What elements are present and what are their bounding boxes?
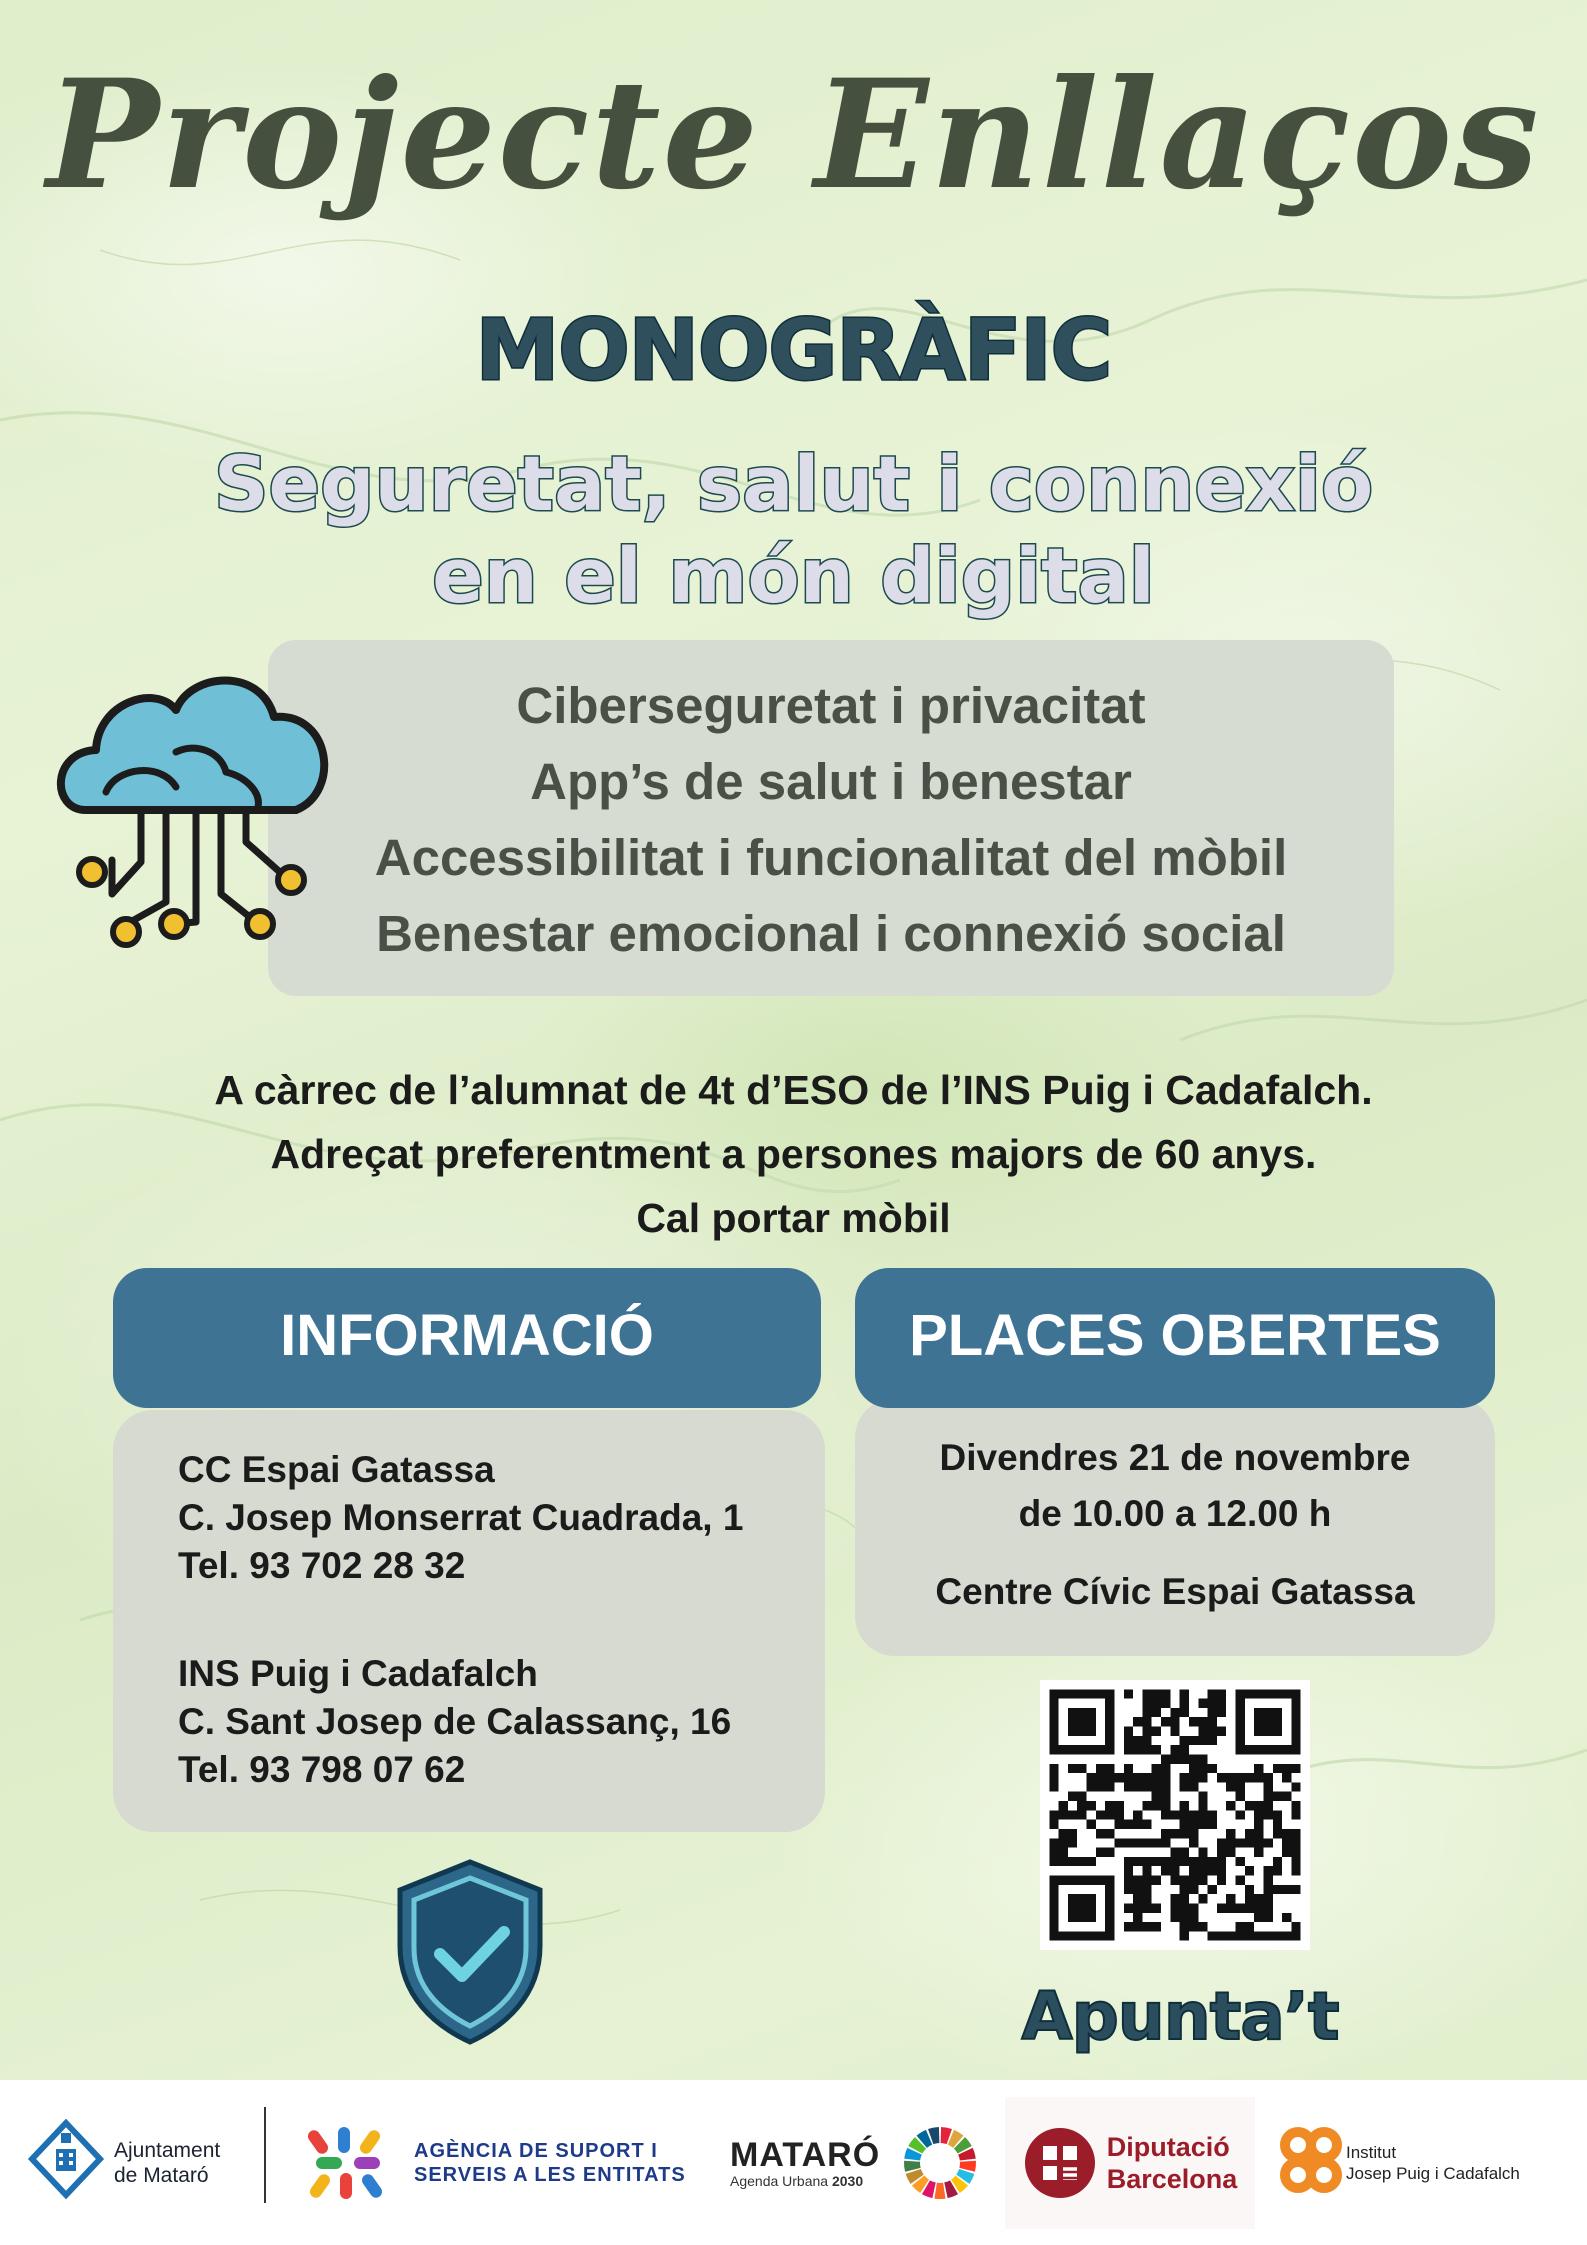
theme-line-2: en el món digital [432, 531, 1155, 620]
institut-flower-icon [1276, 2123, 1346, 2203]
topic-item: Benestar emocional i connexió social [376, 905, 1286, 962]
qr-code[interactable] [1040, 1680, 1310, 1950]
institut-line-1: Institut [1346, 2142, 1397, 2162]
page-title: Projecte Enllaços [46, 47, 1541, 223]
logo-divider [264, 2107, 266, 2203]
agencia-line-1: AGÈNCIA DE SUPORT I [414, 2139, 658, 2162]
location-phone: Tel. 93 702 28 32 [178, 1545, 466, 1586]
location-card [178, 1650, 731, 1794]
signup-label[interactable]: Apunta’t [1021, 1978, 1339, 2055]
mataro-year: 2030 [831, 2172, 864, 2189]
agencia-line-2: SERVEIS A LES ENTITATS [414, 2163, 686, 2186]
sdg-wheel-icon [902, 2125, 978, 2201]
location-name: INS Puig i Cadafalch [178, 1653, 538, 1694]
topics-list [268, 640, 1394, 972]
shield-check-icon [390, 1856, 550, 2046]
cloud-circuit-icon [46, 632, 346, 962]
event-time: de 10.00 a 12.00 h [1018, 1493, 1332, 1534]
note-line: Cal portar mòbil [636, 1195, 951, 1241]
location-phone: Tel. 93 798 07 62 [178, 1749, 466, 1790]
diputacio-line-2: Barcelona [1106, 2163, 1238, 2194]
location-card [178, 1446, 743, 1590]
sdg-segment [935, 2182, 946, 2198]
agencia-suport-icon [308, 2123, 388, 2203]
topic-item: Ciberseguretat i privacitat [516, 677, 1146, 734]
diputacio-seal-icon [1023, 2126, 1097, 2200]
note-line: A càrrec de l’alumnat de 4t d’ESO de l’INS Puig i Cadafalch. [214, 1067, 1373, 1113]
notes [0, 1058, 1587, 1250]
qr-finder-top-left [1049, 1689, 1114, 1754]
sponsor-footer [0, 2080, 1587, 2245]
qr-finder-top-right [1236, 1689, 1301, 1754]
event-venue: Centre Cívic Espai Gatassa [935, 1571, 1415, 1612]
diputacio-line-1: Diputació [1106, 2131, 1230, 2162]
logo-diputacio-barcelona [1005, 2080, 1255, 2245]
monographic-label: MONOGRÀFIC [475, 301, 1112, 399]
ajuntament-mataro-icon [28, 2119, 104, 2207]
location-address: C. Sant Josep de Calassanç, 16 [178, 1701, 732, 1742]
theme-heading [0, 438, 1587, 622]
logo-mataro-agenda-urbana [730, 2080, 978, 2245]
note-line: Adreçat preferentment a persones majors de 60 anys. [270, 1131, 1317, 1177]
places-heading: PLACES OBERTES [855, 1268, 1495, 1408]
topics-box [268, 640, 1394, 996]
ajuntament-line-2: de Mataró [114, 2163, 209, 2187]
theme-line-1: Seguretat, salut i connexió [213, 439, 1374, 528]
location-name: CC Espai Gatassa [178, 1449, 495, 1490]
mataro-wordmark: MATARÓ [730, 2135, 881, 2174]
event-schedule [855, 1430, 1495, 1542]
institut-line-2: Josep Puig i Cadafalch [1346, 2163, 1520, 2183]
qr-finder-bottom-left [1049, 1876, 1114, 1941]
event-date: Divendres 21 de novembre [939, 1437, 1411, 1478]
topic-item: Accessibilitat i funcionalitat del mòbil [374, 829, 1288, 886]
location-address: C. Josep Monserrat Cuadrada, 1 [178, 1497, 744, 1538]
logo-agencia-suport [308, 2080, 686, 2245]
logo-ajuntament-mataro [28, 2080, 220, 2245]
topic-item: App’s de salut i benestar [530, 753, 1132, 810]
mataro-subtitle: Agenda Urbana [730, 2172, 829, 2189]
ajuntament-line-1: Ajuntament [114, 2138, 221, 2162]
logo-institut-puig-cadafalch [1276, 2080, 1520, 2245]
info-heading: INFORMACIÓ [113, 1268, 821, 1408]
